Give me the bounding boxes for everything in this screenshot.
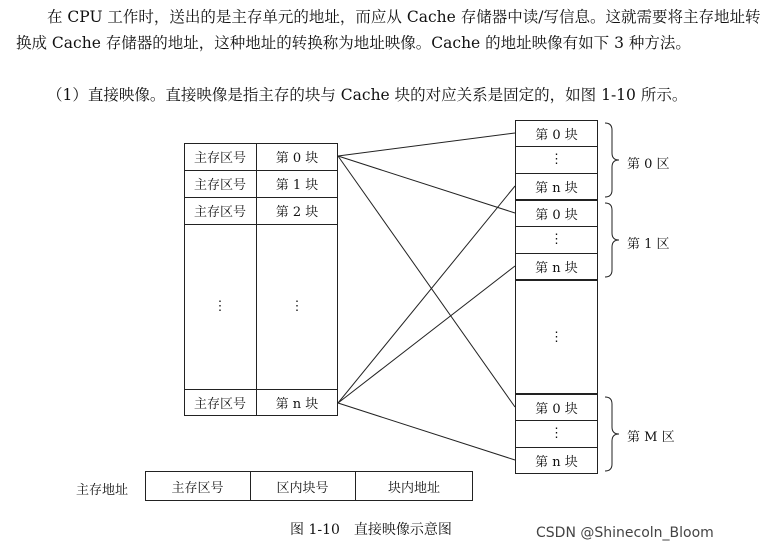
main-memory-ellipsis: ⋮ bbox=[213, 299, 227, 314]
main-memory-block-label: 第 1 块 bbox=[275, 178, 319, 193]
cache-block-label: 第 n 块 bbox=[535, 261, 578, 276]
cache-ellipsis: ⋮ bbox=[550, 426, 563, 441]
main-memory-region-label: 主存区号 bbox=[193, 205, 246, 220]
main-memory-region-label: 主存区号 bbox=[193, 178, 246, 193]
figure-caption: 图 1-10 直接映像示意图 bbox=[290, 522, 452, 538]
cache-block-label: 第 0 块 bbox=[535, 401, 578, 417]
cache-ellipsis: ⋮ bbox=[550, 152, 563, 167]
address-field: 区内块号 bbox=[276, 480, 329, 496]
cache-block-label: 第 n 块 bbox=[535, 181, 578, 196]
cache-region-label: 第 M 区 bbox=[627, 430, 675, 445]
brace-region-0 bbox=[605, 123, 619, 197]
main-memory-region-label: 主存区号 bbox=[193, 151, 246, 166]
cache-block-label: 第 0 块 bbox=[535, 127, 578, 143]
main-memory-block-label: 第 2 块 bbox=[275, 205, 319, 220]
paragraph-intro: 在 CPU 工作时，送出的是主存单元的地址，而应从 Cache 存储器中读/写信息。这就需要将主存地址转换成 Cache 存储器的地址，这种地址的转换称为地址映像。Cache 的地址映像有如下 3 种方法。 bbox=[16, 8, 761, 52]
main-memory-ellipsis: ⋮ bbox=[290, 299, 304, 314]
main-memory-block-label: 第 0 块 bbox=[275, 151, 319, 166]
watermark: CSDN @Shinecoln_Bloom bbox=[536, 525, 714, 541]
cache-ellipsis: ⋮ bbox=[550, 232, 563, 247]
brace-region-m bbox=[605, 397, 619, 471]
cache-region-label: 第 1 区 bbox=[627, 237, 670, 252]
cache-block-label: 第 0 块 bbox=[535, 207, 578, 223]
cache-region-label: 第 0 区 bbox=[627, 157, 670, 172]
main-memory-region-label: 主存区号 bbox=[193, 397, 246, 412]
address-label: 主存地址 bbox=[76, 483, 129, 498]
main-memory-block-label: 第 n 块 bbox=[275, 397, 319, 412]
cache-ellipsis: ⋮ bbox=[550, 329, 563, 345]
address-field: 块内地址 bbox=[387, 480, 440, 496]
brace-region-1 bbox=[605, 203, 619, 277]
address-field: 主存区号 bbox=[171, 480, 224, 496]
paragraph-direct-mapping: （1）直接映像。直接映像是指主存的块与 Cache 块的对应关系是固定的，如图 1-10 所示。 bbox=[47, 86, 688, 104]
cache-block-label: 第 n 块 bbox=[535, 455, 578, 470]
